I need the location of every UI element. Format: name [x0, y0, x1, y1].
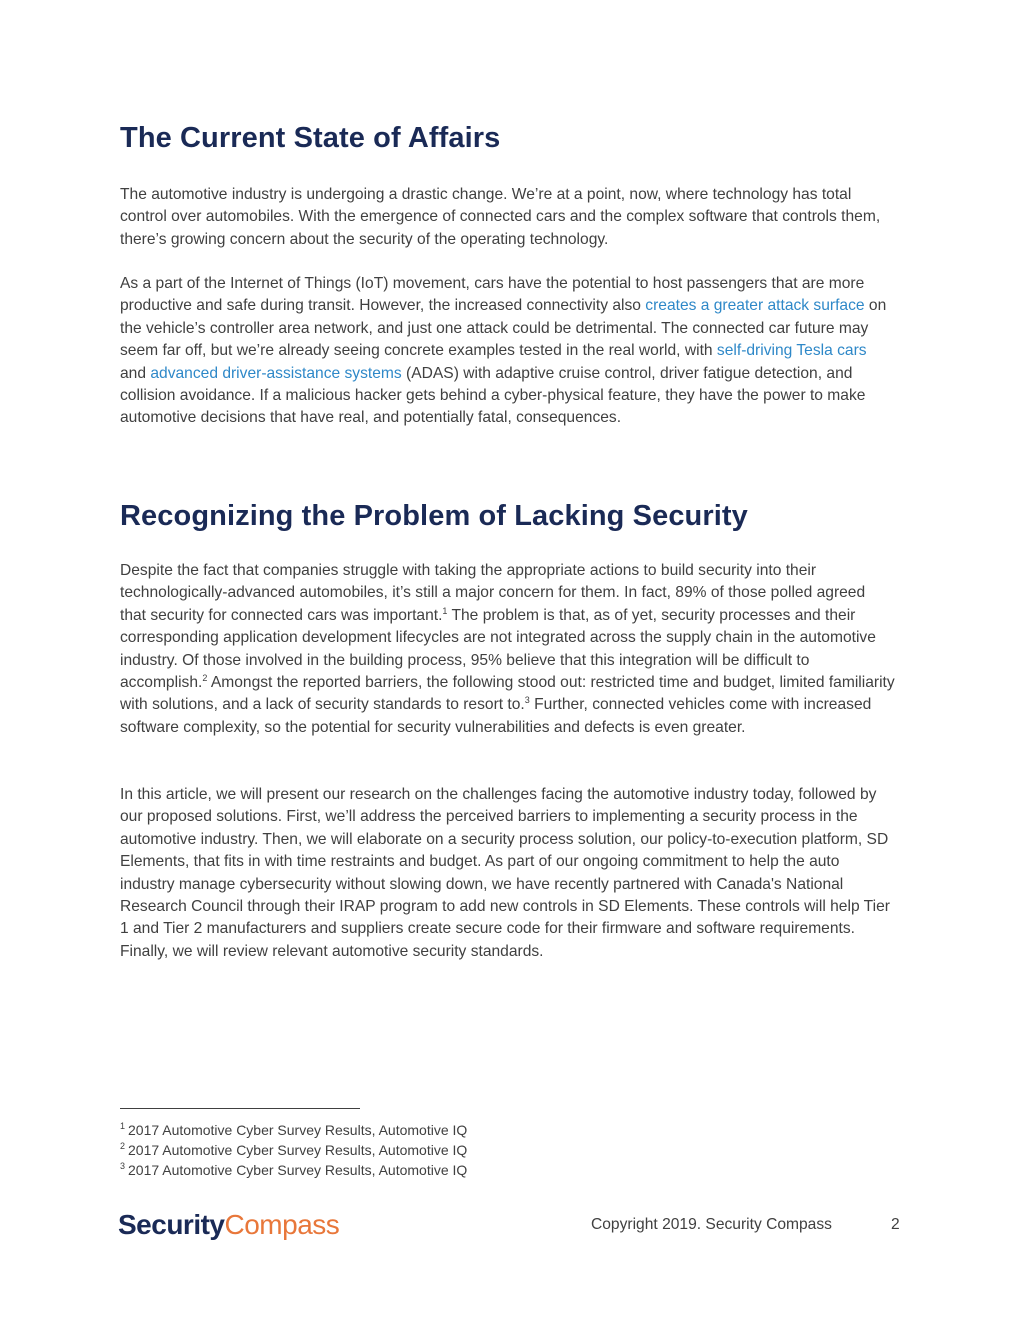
- footnote-ref: 3: [524, 695, 530, 706]
- footnote-divider: [120, 1108, 360, 1109]
- paragraph-text: Despite the fact that companies struggle with taking the appropriate actions to build security into their technologically-advanced automobiles, it’s still a major concern for them. In fact, 89% of those polled agreed that security for connected cars was important.: [120, 562, 866, 624]
- paragraph-intro: The automotive industry is undergoing a drastic change. We’re at a point, now, where technology has total control over automobiles. With the emergence of connected cars and the complex software that controls them, there’s growing concern about the security of the operating technology.: [120, 186, 881, 248]
- footnote-item: [120, 1120, 467, 1140]
- footnote-ref: 1: [442, 605, 448, 616]
- paragraph-article-overview: In this article, we will present our research on the challenges facing the automotive industry today, followed by our proposed solutions. First, we’ll address the perceived barriers to implementing a security process in the automotive industry. Then, we will elaborate on a security process solution, our policy-to-execution platform, SD Elements, that fits in with time restraints and budget. As part of our ongoing commitment to help the auto industry manage cybersecurity without slowing down, we have recently partnered with Canada's National Research Council through their IRAP program to add new controls in SD Elements. These controls will help Tier 1 and Tier 2 manufacturers and suppliers create secure code for their firmware and software requirements. Finally, we will review relevant automotive security standards.: [120, 786, 890, 960]
- footnote-text: 2017 Automotive Cyber Survey Results, Automotive IQ: [128, 1162, 468, 1178]
- page-number: 2: [891, 1216, 900, 1233]
- footnote-item: [120, 1140, 467, 1160]
- link-attack-surface[interactable]: creates a greater attack surface: [645, 297, 865, 315]
- section-heading-lacking-security: Recognizing the Problem of Lacking Security: [120, 500, 748, 532]
- footnote-number: 3: [120, 1161, 126, 1172]
- paragraph-text: and: [120, 364, 151, 382]
- paragraph-text: Further, connected vehicles come with increased software complexity, so the potential for security vulnerabilities and defects is even greater.: [120, 696, 872, 736]
- link-tesla-cars[interactable]: self-driving Tesla cars: [716, 342, 867, 360]
- footnote-number: 1: [120, 1121, 126, 1132]
- footnote-number: 2: [120, 1141, 126, 1152]
- link-adas[interactable]: advanced driver-assistance systems: [150, 364, 402, 382]
- footnotes: [120, 1120, 467, 1180]
- paragraph-text: (ADAS) with adaptive cruise control, driver fatigue detection, and collision avoidance. If a malicious hacker gets behind a cyber-physical feature, they have the power to make automotive decisions that have real, and potentially fatal, consequences.: [120, 364, 866, 427]
- footnote-text: 2017 Automotive Cyber Survey Results, Automotive IQ: [128, 1142, 468, 1158]
- paragraph-text: As a part of the Internet of Things (IoT) movement, cars have the potential to host passengers that are more productive and safe during transit. However, the increased connectivity also: [120, 275, 865, 315]
- logo-word-security: Security: [118, 1209, 225, 1240]
- security-compass-logo: [118, 1209, 339, 1241]
- footnote-item: [120, 1160, 467, 1180]
- paragraph-survey: [120, 560, 895, 739]
- paragraph-iot: [120, 273, 895, 430]
- logo-word-compass: Compass: [224, 1209, 340, 1240]
- paragraph-text: on the vehicle’s controller area network, and just one attack could be detrimental. The connected car future may seem far off, but we’re already seeing concrete examples tested in the real world, with: [120, 297, 887, 360]
- section-heading-current-state: The Current State of Affairs: [120, 122, 501, 154]
- footnote-text: 2017 Automotive Cyber Survey Results, Automotive IQ: [128, 1122, 468, 1138]
- footnote-ref: 2: [202, 672, 208, 683]
- copyright-text: Copyright 2019. Security Compass: [591, 1216, 832, 1233]
- paragraph-text: Amongst the reported barriers, the following stood out: restricted time and budget, limited familiarity with solutions, and a lack of security standards to resort to.: [120, 674, 895, 714]
- paragraph-text: The problem is that, as of yet, security processes and their corresponding application development lifecycles are not integrated across the supply chain in the automotive industry. Of those involved in the building process, 95% believe that this integration will be difficult to accomplish.: [120, 606, 876, 692]
